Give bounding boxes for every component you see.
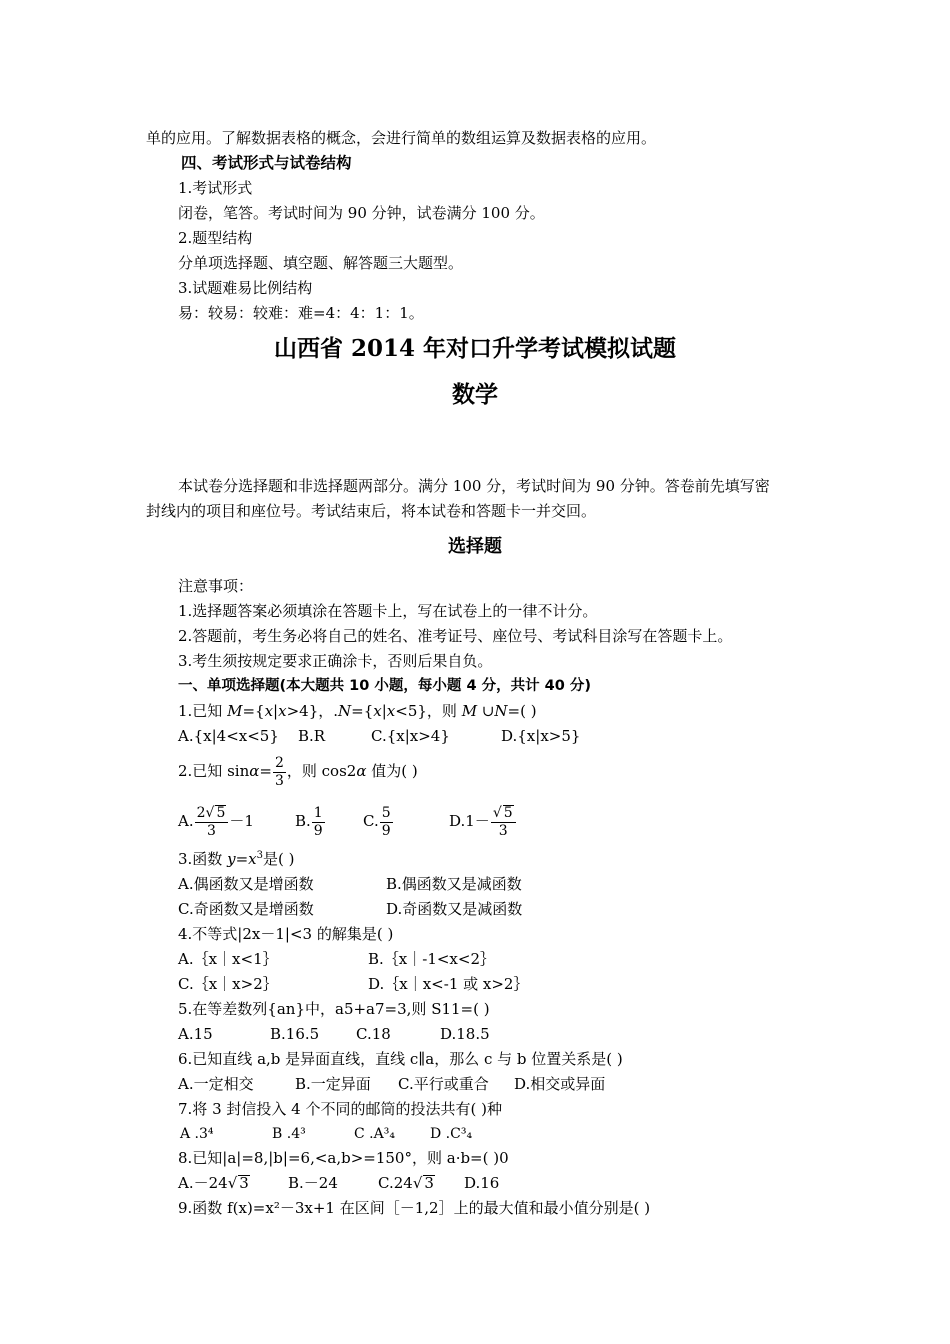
question-8-options [178,1173,499,1193]
question-9: 9.函数 f(x)=x²－3x+1 在区间［－1,2］上的最大值和最小值分别是( ) [178,1199,651,1217]
paragraph: 分单项选择题、填空题、解答题三大题型。 [178,254,464,272]
question-2-options [178,800,517,842]
question-3-options [178,874,522,894]
option-d: D.16 [464,1174,500,1192]
option-d: D.1－ $\frac{√ 5}{3}$ [449,800,517,842]
option-a: A .3⁴ [180,1126,214,1142]
notice-item: 2.答题前，考生务必将自己的姓名、准考证号、座位号、考试科目涂写在答题卡上。 [178,627,733,645]
question-4-options [178,949,495,969]
option-c: C .A³₄ [354,1126,395,1142]
question-7-options [180,1124,472,1144]
option-b: B.一定异面 [295,1075,371,1093]
option-b: B. $\frac{1}{9}$ [295,804,323,839]
section-heading: 四、考试形式与试卷结构 [181,154,352,172]
option-c: C.{x|x>4} [371,727,450,745]
subheading: 2.题型结构 [178,229,253,247]
fraction: $\frac{2}{3}$ [274,754,284,789]
question-1: 1.已知 M={x|x>4}，.N={x|x<5}，则 M ∪N=( ) [178,702,537,720]
option-b: B.R [298,727,326,745]
paragraph: 闭卷，笔答。考试时间为 90 分钟，试卷满分 100 分。 [178,204,545,222]
question-4-options [178,974,528,994]
option-d: D.奇函数又是减函数 [386,900,523,918]
option-c: C.24√ 3 [378,1174,434,1192]
option-b: B.16.5 [270,1025,320,1043]
instructions-line: 封线内的项目和座位号。考试结束后，将本试卷和答题卡一并交回。 [146,502,597,520]
question-1-options [178,726,580,746]
option-c: C. $\frac{5}{9}$ [363,804,391,839]
question-6: 6.已知直线 a,b 是异面直线，直线 c∥a，那么 c 与 b 位置关系是( ) [178,1050,623,1068]
option-a: A.{x|4<x<5} [178,727,279,745]
option-c: C.18 [356,1025,391,1043]
option-b: B .4³ [272,1126,306,1142]
instructions-line: 本试卷分选择题和非选择题两部分。满分 100 分，考试时间为 90 分钟。答卷前先填写密 [178,477,770,495]
option-d: D .C³₄ [430,1126,473,1142]
notice-item: 3.考生须按规定要求正确涂卡，否则后果自负。 [178,652,493,670]
section-title: 选择题 [448,536,502,557]
intro-line: 单的应用。了解数据表格的概念，会进行简单的数组运算及数据表格的应用。 [146,129,657,147]
option-b: B.｛x｜-1<x<2｝ [368,950,496,968]
part-heading: 一、单项选择题(本大题共 10 小题，每小题 4 分，共计 40 分) [178,678,591,694]
option-c: C.平行或重合 [398,1075,489,1093]
question-3-options [178,899,522,919]
question-5: 5.在等差数列{an}中，a5+a7=3,则 S11=( ) [178,1000,490,1018]
exam-title: 山西省 2014 年对口升学考试模拟试题 [273,335,677,362]
option-a: A.15 [178,1025,213,1043]
subheading: 3.试题难易比例结构 [178,279,313,297]
option-d: D.相交或异面 [514,1075,606,1093]
question-2: 2.已知 sinα= $\frac{2}{3}$ ，则 cos2α 值为( ) [178,754,418,789]
option-b: B.偶函数又是减函数 [386,875,522,893]
option-d: D.｛x｜x<-1 或 x>2｝ [368,975,529,993]
option-c: C.奇函数又是增函数 [178,900,314,918]
question-7: 7.将 3 封信投入 4 个不同的邮筒的投法共有( )种 [178,1100,502,1118]
paragraph: 易：较易：较难：难=4：4：1：1。 [178,304,424,322]
option-a: A.｛x｜x<1｝ [178,950,278,968]
question-5-options [178,1024,490,1044]
option-c: C.｛x｜x>2｝ [178,975,278,993]
question-4: 4.不等式|2x－1|<3 的解集是( ) [178,925,394,943]
option-a: A.－24√ 3 [178,1174,249,1192]
option-a: A.一定相交 [178,1075,254,1093]
notice-title: 注意事项： [178,577,254,595]
subheading: 1.考试形式 [178,179,253,197]
option-a: A.偶函数又是增函数 [178,875,314,893]
option-d: D.{x|x>5} [501,727,581,745]
option-d: D.18.5 [440,1025,490,1043]
exam-subject: 数学 [452,381,498,408]
option-a: A. $\frac{2√ 5}{3}$ －1 [178,804,254,839]
question-6-options [178,1074,605,1094]
notice-item: 1.选择题答案必须填涂在答题卡上，写在试卷上的一律不计分。 [178,602,598,620]
question-3: 3.函数 $y=x^3$是( ) [178,850,295,868]
option-b: B.－24 [288,1174,338,1192]
question-8: 8.已知|a|=8,|b|=6,<a,b>=150°，则 a·b=( )0 [178,1149,509,1167]
